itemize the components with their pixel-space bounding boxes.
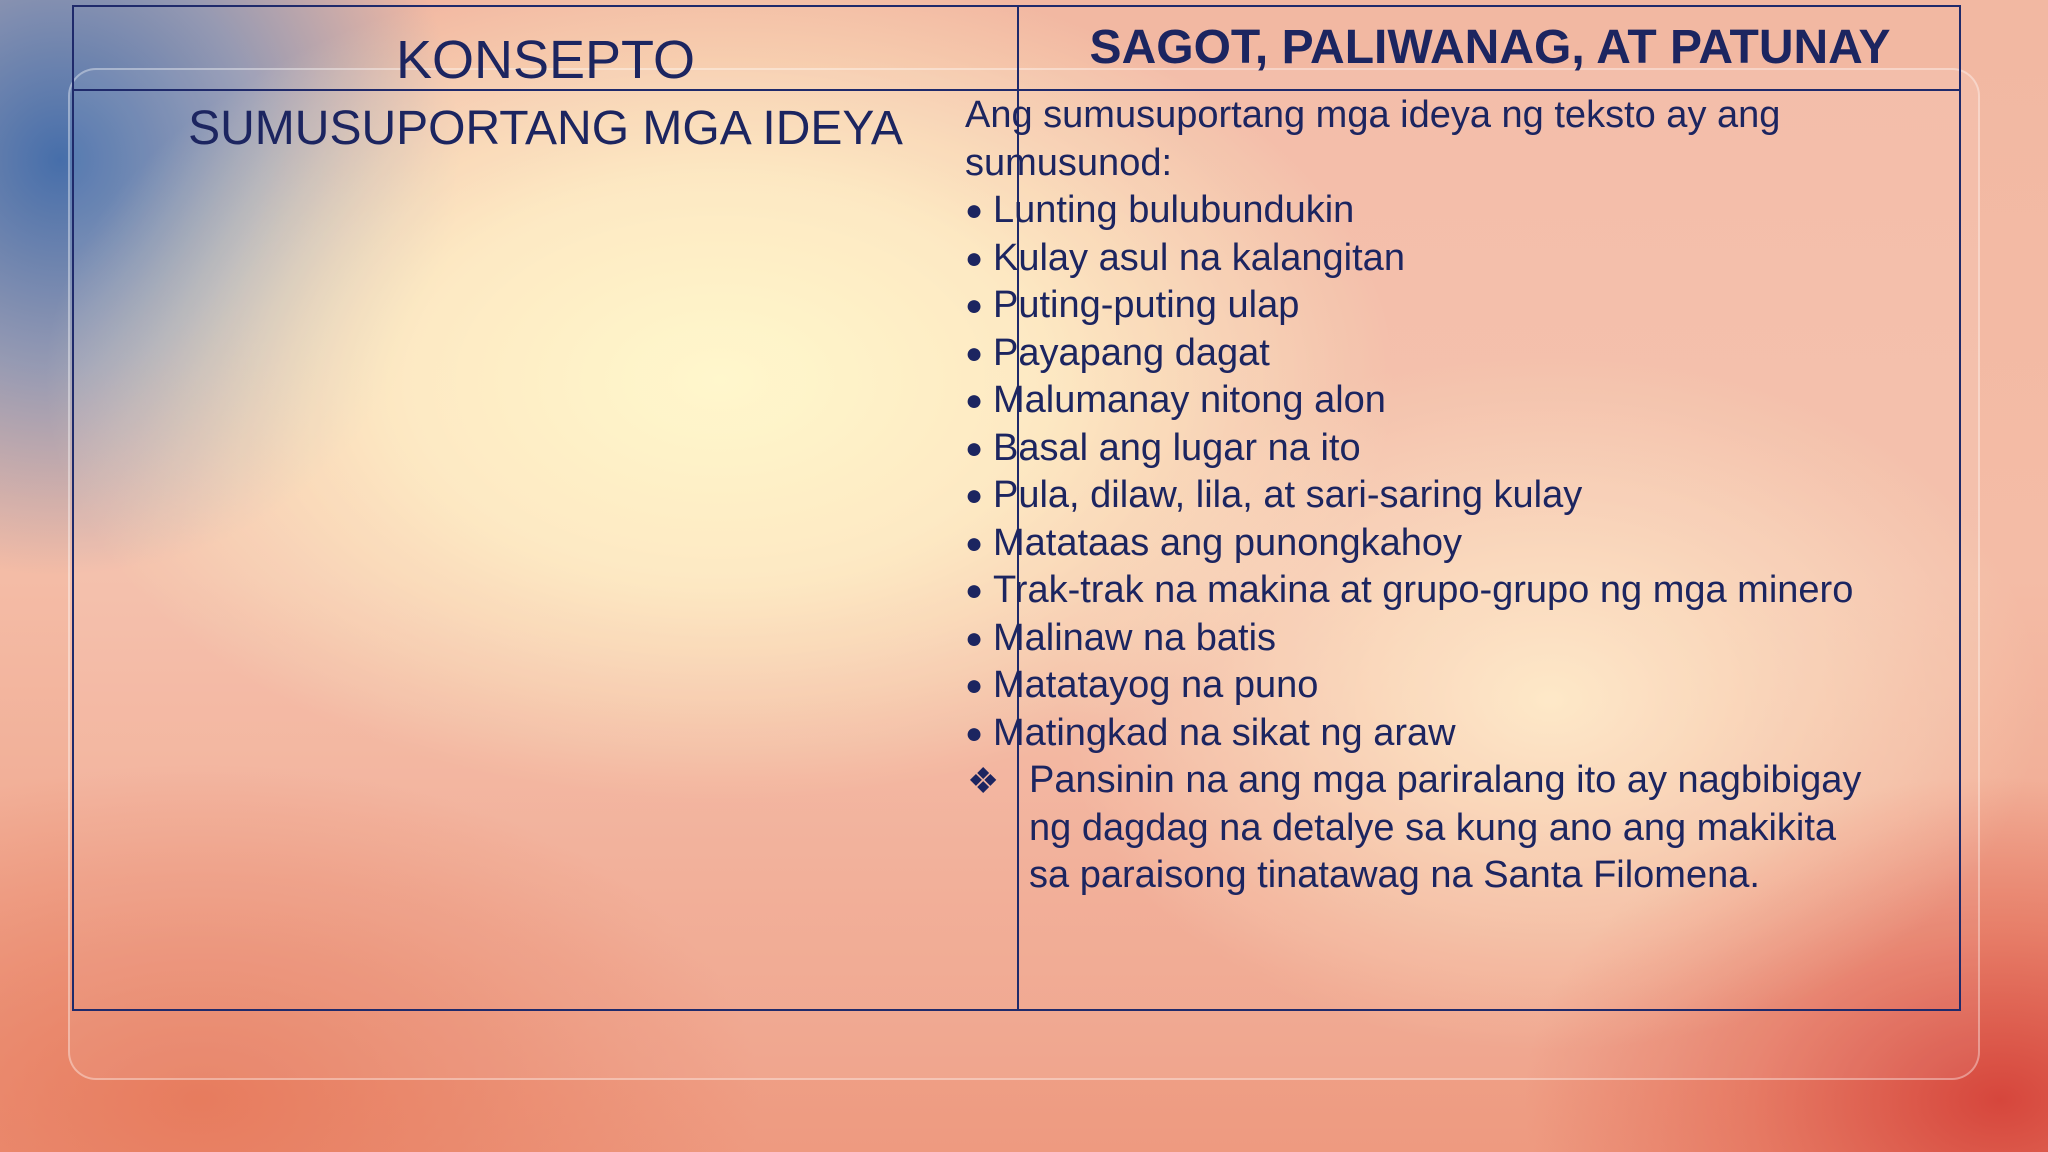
list-item xyxy=(965,710,1875,758)
idea-list xyxy=(965,187,1875,757)
bullet-icon: ● xyxy=(965,526,984,560)
idea-text: Matingkad na sikat ng araw xyxy=(993,711,1456,754)
note xyxy=(965,757,1875,900)
bullet-icon: ● xyxy=(965,431,984,465)
bullet-icon: ● xyxy=(965,669,984,702)
concept-label: SUMUSUPORTANG MGA IDEYA xyxy=(188,102,903,155)
bullet-icon: ● xyxy=(965,241,984,275)
bullet-icon: ● xyxy=(965,336,984,370)
list-item xyxy=(965,472,1875,520)
bullet-icon: ● xyxy=(965,384,984,417)
bullet-icon: ● xyxy=(965,621,984,655)
idea-text: Basal ang lugar na ito xyxy=(993,426,1361,469)
note-text: Pansinin na ang mga pariralang ito ay nagbibigay ng dagdag na detalye sa kung ano ang makikita sa paraisong tinatawag na Santa Filomena. xyxy=(1029,759,1862,896)
idea-text: Lunting bulubundukin xyxy=(993,189,1355,231)
bullet-icon: ● xyxy=(965,289,984,322)
idea-text: Pula, dilaw, lila, at sari-saring kulay xyxy=(993,474,1583,516)
list-item xyxy=(965,567,1875,615)
list-item xyxy=(965,425,1875,473)
header-concept: KONSEPTO xyxy=(395,30,696,90)
header-divider xyxy=(74,89,1959,91)
idea-text: Matataas ang punongkahoy xyxy=(993,521,1463,564)
idea-text: Trak-trak na makina at grupo-grupo ng mga minero xyxy=(993,569,1854,611)
idea-text: Malumanay nitong alon xyxy=(993,379,1386,421)
list-item xyxy=(965,282,1875,330)
bullet-icon: ● xyxy=(965,574,984,607)
bullet-icon: ● xyxy=(965,194,984,227)
diamond-bullet-icon: ❖ xyxy=(967,760,1000,801)
idea-text: Puting-puting ulap xyxy=(993,284,1300,326)
list-item xyxy=(965,377,1875,425)
list-item xyxy=(965,235,1875,283)
list-item xyxy=(965,330,1875,378)
list-item xyxy=(965,662,1875,710)
list-item xyxy=(965,520,1875,568)
answer-intro: Ang sumusuportang mga ideya ng teksto ay ang sumusunod: xyxy=(965,94,1781,184)
list-item xyxy=(965,615,1875,663)
bullet-icon: ● xyxy=(965,479,984,512)
idea-text: Kulay asul na kalangitan xyxy=(993,236,1405,279)
idea-text: Payapang dagat xyxy=(993,331,1270,374)
list-item xyxy=(965,187,1875,235)
idea-text: Malinaw na batis xyxy=(993,616,1277,659)
bullet-icon: ● xyxy=(965,716,984,750)
header-answer: SAGOT, PALIWANAG, AT PATUNAY xyxy=(1089,21,1891,74)
answer-cell xyxy=(965,92,1875,900)
idea-text: Matatayog na puno xyxy=(993,664,1319,706)
